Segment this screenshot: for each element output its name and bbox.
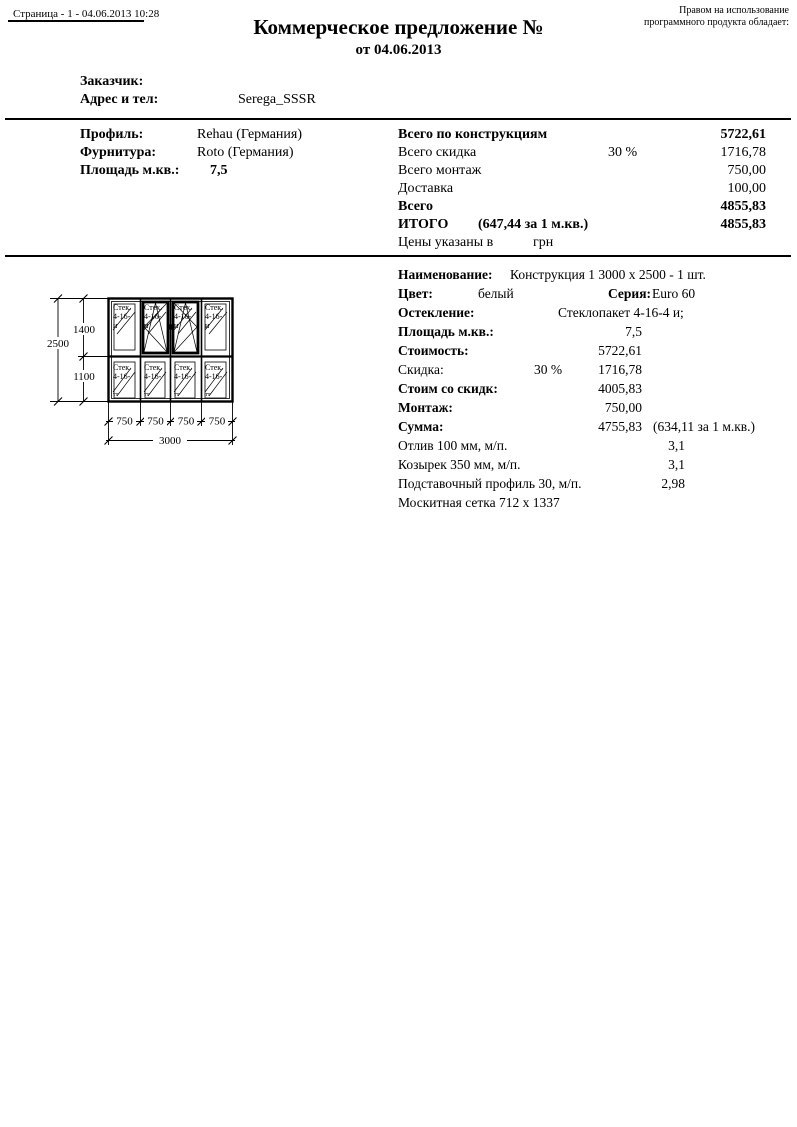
discount-percent: 30 % (534, 362, 563, 377)
total-discount-row (0, 145, 797, 163)
glazing-value: Стеклопакет 4-16-4 и; (558, 305, 684, 320)
rights-line2: программного продукта обладает: (644, 17, 789, 28)
install-label: Монтаж: (398, 400, 453, 415)
svg-text:тт: тт (205, 392, 211, 398)
profile-label: Профиль: (80, 127, 144, 142)
delivery-row (0, 181, 797, 199)
sill-value: 3,1 (668, 438, 685, 453)
total-constructions-row (0, 127, 797, 145)
hardware-value: Roto (Германия) (197, 145, 294, 160)
canopy-row (0, 457, 797, 475)
discounted-cost-label: Стоим со скидк: (398, 381, 498, 396)
svg-text:Стек.: Стек. (144, 363, 163, 372)
total-install-row (0, 163, 797, 181)
total-discount-percent: 30 % (608, 145, 638, 160)
grand-total-value: 4855,83 (720, 217, 766, 232)
currency-row (0, 235, 797, 253)
sum-row (0, 419, 797, 437)
dim-top-height: 1400 (73, 324, 95, 336)
page-info: Страница - 1 - 04.06.2013 10:28 (13, 8, 160, 20)
total-install-label: Всего монтаж (398, 163, 482, 178)
rights-line1: Правом на использование (679, 5, 789, 16)
name-row (0, 267, 797, 285)
series-value: Euro 60 (652, 286, 696, 301)
svg-text:4-16-: 4-16- (174, 312, 192, 321)
svg-text:Стек.: Стек. (113, 363, 132, 372)
area-label: Площадь м.кв.: (80, 163, 180, 178)
total-row (0, 199, 797, 217)
mosquito-net-row (0, 495, 797, 513)
canopy-label: Козырек 350 мм, м/п. (398, 457, 521, 472)
color-value: белый (478, 286, 514, 301)
svg-text:Стек.: Стек. (113, 303, 132, 312)
dim-total-width: 3000 (159, 435, 181, 447)
discount-label: Скидка: (398, 362, 444, 377)
name-value: Конструкция 1 3000 x 2500 - 1 шт. (510, 267, 706, 282)
svg-text:и: и (113, 321, 118, 330)
sum-value: 4755,83 (598, 419, 642, 434)
dim-total-height: 2500 (47, 338, 69, 350)
svg-text:4-16-: 4-16- (205, 312, 223, 321)
sill-label: Отлив 100 мм, м/п. (398, 438, 508, 453)
grand-total-row (0, 217, 797, 235)
svg-text:Стек.: Стек. (174, 303, 193, 312)
svg-text:Стек.: Стек. (205, 303, 224, 312)
cost-label: Стоимость: (398, 343, 469, 358)
glazing-label: Остекление: (398, 305, 475, 320)
series-label: Серия: (608, 286, 651, 301)
discount-value: 1716,78 (598, 362, 642, 377)
customer-label: Заказчик: (80, 74, 144, 89)
dim-col-2: 750 (147, 415, 164, 428)
document-title: Коммерческое предложение № (253, 15, 544, 39)
dim-col-1: 750 (116, 415, 133, 428)
base-profile-label: Подставочный профиль 30, м/п. (398, 476, 582, 491)
svg-text:Стек.: Стек. (205, 363, 224, 372)
svg-text:тт: тт (144, 392, 150, 398)
document-date: от 04.06.2013 (355, 42, 442, 58)
total-discount-label: Всего скидка (398, 145, 477, 160)
svg-text:4-16-: 4-16- (144, 312, 162, 321)
item-area-label: Площадь м.кв.: (398, 324, 494, 339)
svg-text:4-16-: 4-16- (144, 372, 162, 381)
canopy-value: 3,1 (668, 457, 685, 472)
dim-col-4: 750 (208, 415, 226, 428)
dim-col-3: 750 (177, 415, 195, 428)
mosquito-net-label: Москитная сетка 712 x 1337 (398, 495, 560, 510)
base-profile-value: 2,98 (661, 476, 685, 491)
profile-value: Rehau (Германия) (197, 127, 303, 142)
divider-middle (5, 255, 791, 257)
glazing-row (0, 305, 797, 323)
total-constructions-label: Всего по конструкциям (398, 127, 548, 142)
svg-text:Стек.: Стек. (144, 303, 163, 312)
svg-text:4-16-: 4-16- (113, 312, 131, 321)
sum-label: Сумма: (398, 419, 444, 434)
currency-label: Цены указаны в (398, 235, 494, 250)
discount-row (0, 362, 797, 380)
name-label: Наименование: (398, 267, 493, 282)
svg-text:4-16-: 4-16- (205, 372, 223, 381)
total-value: 4855,83 (720, 199, 766, 214)
color-series-row (0, 286, 797, 304)
hardware-label: Фурнитура: (80, 145, 157, 160)
install-row (0, 400, 797, 418)
svg-text:4-16-: 4-16- (113, 372, 131, 381)
color-label: Цвет: (398, 286, 433, 301)
item-area-row (0, 324, 797, 342)
cost-row (0, 343, 797, 361)
total-install-value: 750,00 (727, 163, 766, 178)
cost-value: 5722,61 (598, 343, 642, 358)
base-profile-row (0, 476, 797, 494)
sill-row (0, 438, 797, 456)
total-discount-value: 1716,78 (720, 145, 766, 160)
sum-per-sqm: (634,11 за 1 м.кв.) (653, 419, 756, 434)
svg-text:4-16-: 4-16- (174, 372, 192, 381)
svg-text:и: и (174, 321, 179, 330)
address-value: Serega_SSSR (238, 92, 316, 107)
currency-value: грн (533, 235, 554, 250)
svg-text:и: и (205, 321, 210, 330)
grand-total-per-sqm: (647,44 за 1 м.кв.) (478, 217, 589, 232)
delivery-label: Доставка (398, 181, 454, 196)
total-label: Всего (398, 199, 433, 214)
svg-text:и: и (144, 321, 149, 330)
dim-bottom-height: 1100 (73, 371, 95, 383)
address-label: Адрес и тел: (80, 92, 159, 107)
svg-text:тт: тт (174, 392, 180, 398)
discounted-cost-row (0, 381, 797, 399)
area-value: 7,5 (210, 163, 228, 178)
divider-top (5, 118, 791, 120)
item-area-value: 7,5 (625, 324, 642, 339)
discounted-cost-value: 4005,83 (598, 381, 642, 396)
delivery-value: 100,00 (727, 181, 766, 196)
total-constructions-value: 5722,61 (720, 127, 766, 142)
customer-row (0, 74, 797, 92)
grand-total-label: ИТОГО (398, 217, 449, 232)
svg-text:тт: тт (113, 392, 119, 398)
svg-text:Стек.: Стек. (174, 363, 193, 372)
address-row (0, 92, 797, 110)
install-value: 750,00 (604, 400, 642, 415)
